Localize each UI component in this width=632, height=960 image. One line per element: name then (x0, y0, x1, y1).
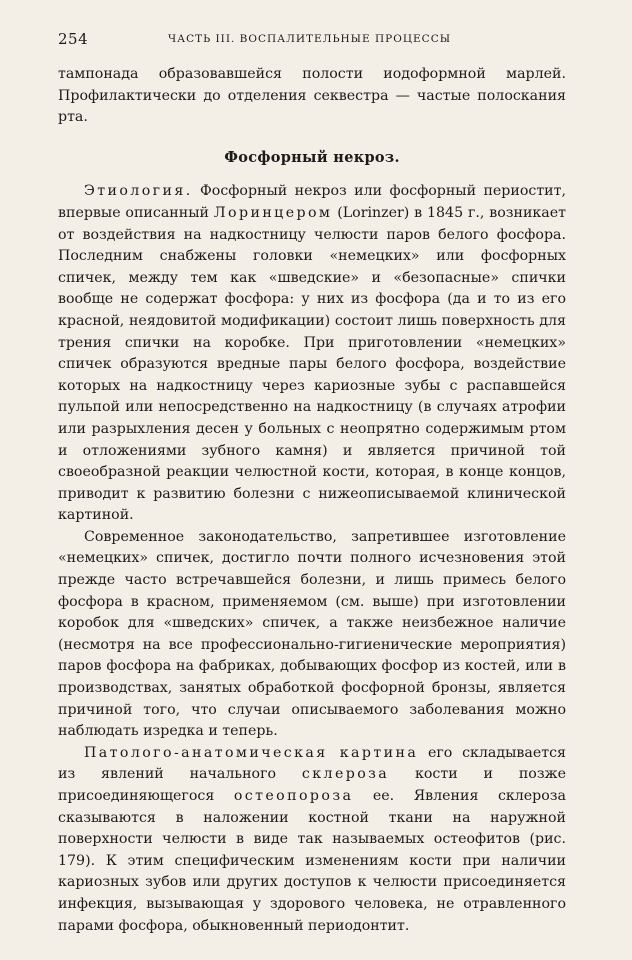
running-title: ЧАСТЬ III. ВОСПАЛИТЕЛЬНЫЕ ПРОЦЕССЫ (168, 33, 452, 45)
term-osteoporosis: остеопороза (233, 788, 354, 804)
paragraph-pathology (58, 743, 566, 937)
etiology-heading: Этиология. (84, 183, 193, 200)
etiology-text-b: (Lorinzer) в 1845 г., возникает от воздействия на надкостницу челюсти паров белого фосфора. Последним снабжены головки «немецких» или фосфорных спичек, между тем как «шведские» и «безопасные» спички вообще не содержат фосфора: у них из фосфора (да и то из его красной, неядовитой модификации) состоит лишь поверхность для трения спички на коробке. При приготовлении «немецких» спичек образуются вредные пары белого фосфора, воздействие которых на надкостницу через кариозные зубы с распавшейся пульпой или непосредственно на надкостницу (в случаях атрофии или разрыхления десен у больных с неопрятно содержимым ртом и отложениями зубного камня) и является причиной той своеобразной реакции челюстной кости, которая, в конце концов, приводит к развитию болезни с нижеописываемой клинической картиной. (58, 204, 566, 524)
page-number: 254 (58, 30, 89, 48)
page-header (58, 30, 566, 50)
paragraph-legislation: Современное законодательство, запретившее изготовление «немецких» спичек, достигло почти полного исчезновения этой прежде часто встречавшейся болезни, и лишь примесь белого фосфора в красном, применяемом (см. выше) при изготовлении коробок для «шведских» спичек, а также неизбежное наличие (несмотря на все профессионально-гигиенические мероприятия) паров фосфора на фабриках, добывающих фосфор из костей, или в производствах, занятых обработкой фосфорной бронзы, является причиной того, что случаи описываемого заболевания можно наблюдать изредка и теперь. (58, 528, 566, 740)
term-sclerosis: склероза (301, 766, 390, 783)
pathology-text-b: кости и позже присоединяющегося (58, 766, 567, 804)
paragraph-continuation: тампонада образовавшейся полости иодоформной марлей. Профилактически до отделения секвестра — частые полоскания рта. (58, 66, 566, 126)
section-title: Фосфорный некроз. (224, 148, 400, 166)
pathology-text-c: ее. Явления склероза сказываются в наложении костной ткани на наружной поверхности челюсти в виде так называемых остеофитов (рис. 179). К этим специфическим изменениям кости при наличии кариозных зубов или других доступов к челюсти присоединяется инфекция, вызывающая у здорового человека, не отравленного парами фосфора, обыкновенный периодонтит. (58, 788, 566, 934)
pathology-text-a: его складывается из явлений начального (58, 744, 567, 783)
body-text (58, 64, 566, 937)
etiology-text-a: Фосфорный некроз или фосфорный периостит, впервые описанный (58, 183, 566, 221)
pathology-heading: Патолого-анатомическая картина (84, 744, 419, 761)
author-name: Лоринцером (213, 204, 333, 221)
paragraph-etiology (58, 181, 566, 527)
